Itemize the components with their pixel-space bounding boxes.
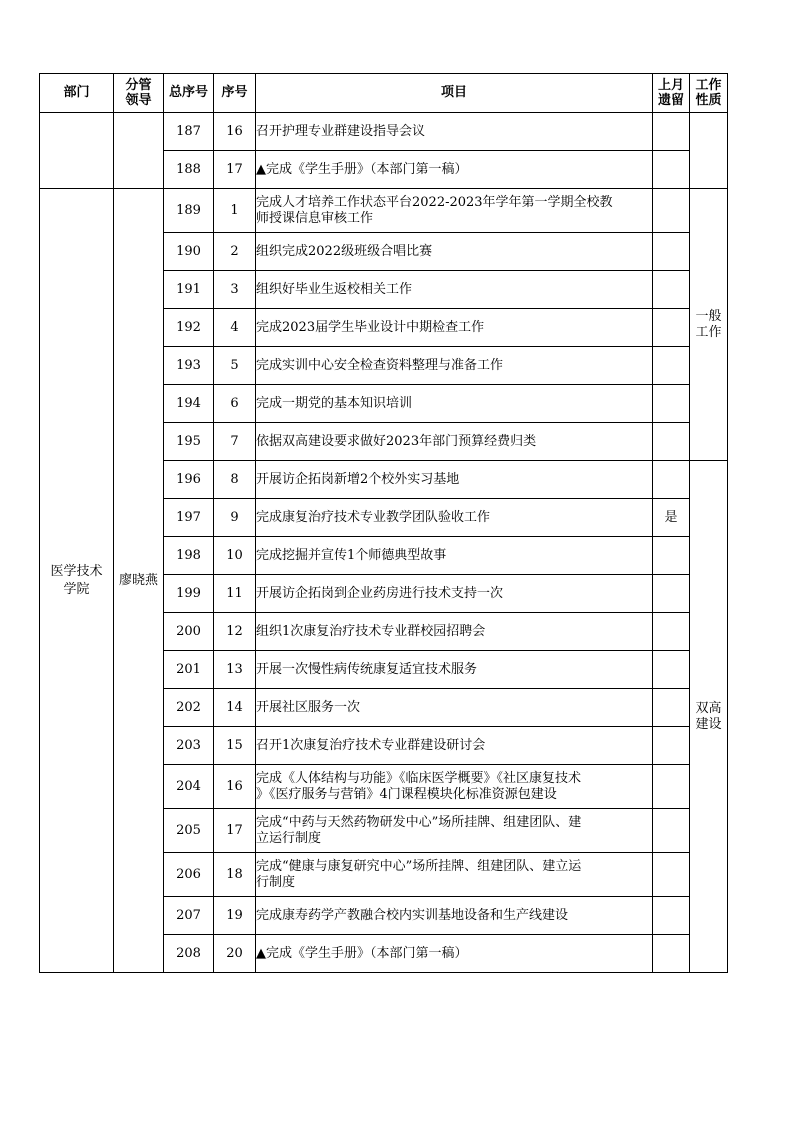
item-line: 行制度: [256, 874, 296, 890]
seq-no-cell: 4: [214, 309, 256, 347]
seq-no-cell: 16: [214, 113, 256, 151]
seq-no-cell: 15: [214, 727, 256, 765]
carryover-cell: [653, 189, 690, 233]
carryover-cell: [653, 727, 690, 765]
item-cell: 组织好毕业生返校相关工作: [256, 271, 653, 309]
total-no-cell: 202: [164, 689, 214, 727]
item-cell: 依据双高建设要求做好2023年部门预算经费归类: [256, 423, 653, 461]
total-no-cell: 191: [164, 271, 214, 309]
carryover-cell: [653, 935, 690, 973]
carryover-cell: [653, 689, 690, 727]
carryover-cell: [653, 151, 690, 189]
seq-no-cell: 11: [214, 575, 256, 613]
item-cell: 完成康复治疗技术专业教学团队验收工作: [256, 499, 653, 537]
leader-cell-prev: [114, 113, 164, 189]
header-item: 项目: [256, 74, 653, 113]
carryover-cell: [653, 271, 690, 309]
total-no-cell: 207: [164, 897, 214, 935]
item-cell: 完成挖掘并宣传1个师德典型故事: [256, 537, 653, 575]
item-cell: 开展访企拓岗到企业药房进行技术支持一次: [256, 575, 653, 613]
item-line: 》《医疗服务与营销》4门课程模块化标准资源包建设: [256, 786, 557, 802]
total-no-cell: 192: [164, 309, 214, 347]
total-no-cell: 194: [164, 385, 214, 423]
item-line: 完成“中药与天然药物研发中心”场所挂牌、组建团队、建: [256, 814, 582, 830]
carryover-cell: [653, 347, 690, 385]
carryover-cell: [653, 537, 690, 575]
carryover-cell: [653, 853, 690, 897]
item-cell: [256, 765, 653, 809]
total-no-cell: 196: [164, 461, 214, 499]
header-leader: [114, 74, 164, 113]
seq-no-cell: 1: [214, 189, 256, 233]
item-cell: 完成2023届学生毕业设计中期检查工作: [256, 309, 653, 347]
header-dept: 部门: [40, 74, 114, 113]
dept-name-line2: 学院: [63, 581, 90, 597]
header-carryover-line1: 上月: [657, 78, 684, 93]
item-cell: 召开护理专业群建设指导会议: [256, 113, 653, 151]
item-cell: ▲完成《学生手册》（本部门第一稿）: [256, 151, 653, 189]
total-no-cell: 198: [164, 537, 214, 575]
total-no-cell: 205: [164, 809, 214, 853]
seq-no-cell: 19: [214, 897, 256, 935]
item-cell: [256, 189, 653, 233]
total-no-cell: 193: [164, 347, 214, 385]
seq-no-cell: 17: [214, 151, 256, 189]
carryover-cell: [653, 233, 690, 271]
nature-double-high-line1: 双高: [695, 700, 722, 716]
carryover-cell: [653, 385, 690, 423]
item-line: 完成《人体结构与功能》《临床医学概要》《社区康复技术: [256, 770, 582, 786]
carryover-cell: [653, 651, 690, 689]
seq-no-cell: 7: [214, 423, 256, 461]
item-line: 完成“健康与康复研究中心”场所挂牌、组建团队、建立运: [256, 858, 582, 874]
dept-cell-prev: [40, 113, 114, 189]
nature-general-line1: 一般: [695, 308, 722, 324]
item-cell: 完成康寿药学产教融合校内实训基地设备和生产线建设: [256, 897, 653, 935]
carryover-cell: [653, 765, 690, 809]
header-nature-line2: 性质: [695, 93, 722, 108]
total-no-cell: 188: [164, 151, 214, 189]
item-cell: 完成实训中心安全检查资料整理与准备工作: [256, 347, 653, 385]
item-cell: [256, 853, 653, 897]
total-no-cell: 187: [164, 113, 214, 151]
total-no-cell: 197: [164, 499, 214, 537]
work-plan-table: [39, 73, 728, 973]
item-cell: 组织1次康复治疗技术专业群校园招聘会: [256, 613, 653, 651]
header-row: [40, 74, 728, 113]
seq-no-cell: 12: [214, 613, 256, 651]
item-cell: 开展社区服务一次: [256, 689, 653, 727]
carryover-cell: 是: [653, 499, 690, 537]
seq-no-cell: 17: [214, 809, 256, 853]
dept-cell: [40, 189, 114, 973]
header-carryover-line2: 遗留: [657, 93, 684, 108]
item-line: 完成人才培养工作状态平台2022-2023年学年第一学期全校教: [256, 194, 613, 210]
total-no-cell: 204: [164, 765, 214, 809]
carryover-cell: [653, 897, 690, 935]
carryover-cell: [653, 309, 690, 347]
total-no-cell: 195: [164, 423, 214, 461]
item-line: 师授课信息审核工作: [256, 210, 374, 226]
total-no-cell: 206: [164, 853, 214, 897]
total-no-cell: 200: [164, 613, 214, 651]
dept-name-line1: 医学技术: [50, 563, 103, 579]
table-row: [40, 189, 728, 233]
nature-cell-general: [690, 189, 728, 461]
seq-no-cell: 9: [214, 499, 256, 537]
nature-double-high-line2: 建设: [695, 716, 722, 732]
header-nature-line1: 工作: [695, 78, 722, 93]
seq-no-cell: 6: [214, 385, 256, 423]
header-total-no: 总序号: [164, 74, 214, 113]
item-cell: ▲完成《学生手册》（本部门第一稿）: [256, 935, 653, 973]
seq-no-cell: 8: [214, 461, 256, 499]
seq-no-cell: 3: [214, 271, 256, 309]
header-carryover: [653, 74, 690, 113]
seq-no-cell: 5: [214, 347, 256, 385]
carryover-cell: [653, 113, 690, 151]
total-no-cell: 189: [164, 189, 214, 233]
header-leader-line1: 分管: [125, 78, 152, 93]
header-nature: [690, 74, 728, 113]
total-no-cell: 208: [164, 935, 214, 973]
seq-no-cell: 13: [214, 651, 256, 689]
table-row: [40, 113, 728, 151]
seq-no-cell: 10: [214, 537, 256, 575]
total-no-cell: 201: [164, 651, 214, 689]
leader-cell: 廖晓燕: [114, 189, 164, 973]
carryover-cell: [653, 575, 690, 613]
seq-no-cell: 2: [214, 233, 256, 271]
header-leader-line2: 领导: [125, 93, 152, 108]
total-no-cell: 190: [164, 233, 214, 271]
item-cell: [256, 809, 653, 853]
item-cell: 召开1次康复治疗技术专业群建设研讨会: [256, 727, 653, 765]
carryover-cell: [653, 423, 690, 461]
carryover-cell: [653, 461, 690, 499]
header-seq-no: 序号: [214, 74, 256, 113]
nature-cell-prev: [690, 113, 728, 189]
carryover-cell: [653, 809, 690, 853]
item-cell: 完成一期党的基本知识培训: [256, 385, 653, 423]
nature-general-line2: 工作: [695, 324, 722, 340]
item-cell: 开展一次慢性病传统康复适宜技术服务: [256, 651, 653, 689]
seq-no-cell: 18: [214, 853, 256, 897]
total-no-cell: 199: [164, 575, 214, 613]
item-cell: 组织完成2022级班级合唱比赛: [256, 233, 653, 271]
carryover-cell: [653, 613, 690, 651]
seq-no-cell: 16: [214, 765, 256, 809]
item-cell: 开展访企拓岗新增2个校外实习基地: [256, 461, 653, 499]
seq-no-cell: 14: [214, 689, 256, 727]
item-line: 立运行制度: [256, 830, 322, 846]
nature-cell-double-high: [690, 461, 728, 973]
seq-no-cell: 20: [214, 935, 256, 973]
total-no-cell: 203: [164, 727, 214, 765]
